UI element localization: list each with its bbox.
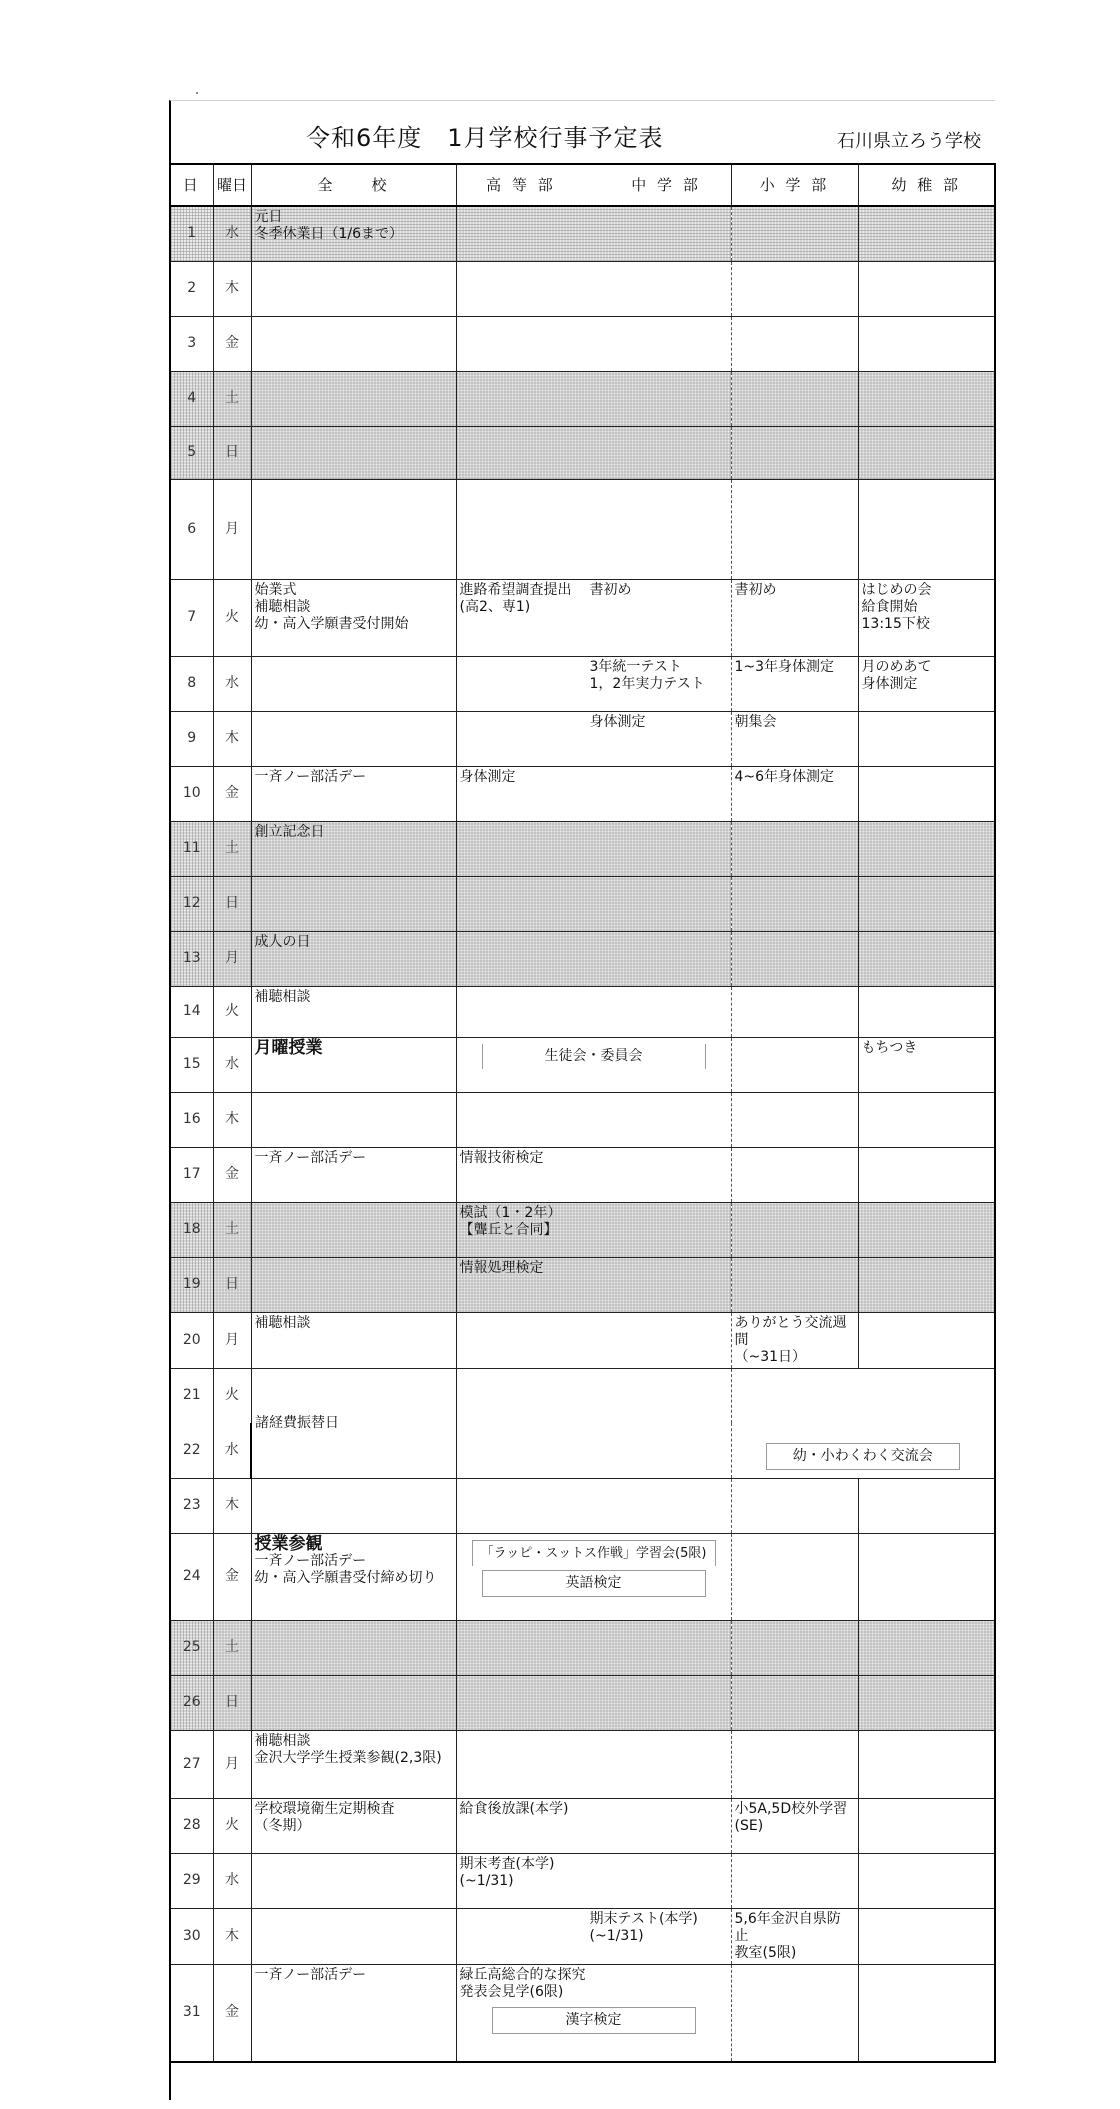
- kinder-cell: [858, 316, 995, 371]
- dow-cell: 木: [213, 711, 251, 766]
- kanji-label: 漢字検定: [492, 2007, 696, 2034]
- all-cell: [251, 1257, 456, 1312]
- kinder-cell: [858, 711, 995, 766]
- col-middle: 中 学 部: [631, 175, 701, 194]
- all-cell: [251, 316, 456, 371]
- table-row: [171, 1368, 995, 1423]
- dow-cell: 水: [213, 1037, 251, 1092]
- dow-cell: 土: [213, 1202, 251, 1257]
- day-cell: 16: [171, 1092, 213, 1147]
- col-high-middle: [456, 164, 731, 206]
- table-row: [171, 206, 995, 261]
- high-cell: [456, 261, 731, 316]
- schedule-table: [171, 163, 996, 2063]
- all-cell: [251, 656, 456, 711]
- all-cell: [251, 876, 456, 931]
- all-text: 一斉ノー部活デー 幼・高入学願書受付締め切り: [254, 1552, 437, 1586]
- day-cell: 6: [171, 479, 213, 579]
- dow-cell: 木: [213, 1908, 251, 1964]
- day-cell: 21: [182, 1387, 201, 1404]
- elem-cell: 5,6年金沢自県防止 教室(5限): [731, 1908, 858, 1964]
- high-cell: [456, 821, 731, 876]
- high-cell: [456, 1730, 731, 1798]
- page-title: 令和6年度 1月学校行事予定表: [306, 124, 664, 152]
- table-row: [171, 1478, 995, 1533]
- elem-cell: [731, 1730, 858, 1798]
- dow-cell: 土: [213, 371, 251, 426]
- day-cell: 23: [171, 1478, 213, 1533]
- dow-cell: 金: [213, 1147, 251, 1202]
- all-cell: [251, 371, 456, 426]
- dow-cell: 日: [213, 426, 251, 479]
- day-cell: 10: [171, 766, 213, 821]
- day-cell: 22: [171, 1423, 213, 1478]
- all-cell: [251, 1533, 456, 1620]
- dow-cell: 火: [213, 986, 251, 1037]
- kinder-cell: [858, 931, 995, 986]
- high-cell: [456, 1312, 731, 1368]
- kinder-cell: [858, 766, 995, 821]
- table-row: [171, 1257, 995, 1312]
- speck: [196, 92, 198, 94]
- table-row: [171, 1908, 995, 1964]
- high-cell: [456, 711, 731, 766]
- open-class-label: 授業参観: [254, 1533, 323, 1554]
- dow-cell: 土: [213, 1620, 251, 1675]
- kinder-cell: [858, 1675, 995, 1730]
- high-cell: [456, 986, 731, 1037]
- dow-cell: 日: [213, 1257, 251, 1312]
- kinder-cell: [858, 426, 995, 479]
- table-row: [171, 1964, 995, 2062]
- elem-cell: 小5A,5D校外学習 (SE): [731, 1798, 858, 1853]
- kinder-cell: [858, 1798, 995, 1853]
- all-cell: 創立記念日: [251, 821, 456, 876]
- high-cell: [456, 371, 731, 426]
- kinder-cell: [858, 1202, 995, 1257]
- elem-cell: [731, 426, 858, 479]
- high-cell: [456, 316, 731, 371]
- all-cell: 始業式 補聴相談 幼・高入学願書受付開始: [251, 579, 456, 656]
- col-dow: 曜日: [213, 164, 251, 206]
- kinder-cell: [858, 1730, 995, 1798]
- day-cell: 11: [171, 821, 213, 876]
- table-row: [171, 931, 995, 986]
- all-cell: 一斉ノー部活デー: [251, 1147, 456, 1202]
- table-row: [171, 1730, 995, 1798]
- all-cell: [251, 261, 456, 316]
- col-day: 日: [171, 164, 213, 206]
- dow-cell: 日: [213, 876, 251, 931]
- exchange-event: 幼・小わくわく交流会: [766, 1443, 960, 1470]
- table-row: [171, 316, 995, 371]
- high-cell: [456, 1620, 731, 1675]
- all-cell: [251, 1092, 456, 1147]
- middle-text: 書初め: [589, 581, 632, 598]
- table-row: [171, 371, 995, 426]
- title-row: [171, 101, 995, 161]
- eiken-label: 英語検定: [482, 1570, 706, 1597]
- col-elem: 小 学 部: [731, 164, 858, 206]
- table-row: [171, 711, 995, 766]
- kinder-cell: [858, 479, 995, 579]
- elem-cell: [731, 316, 858, 371]
- day-cell: 19: [171, 1257, 213, 1312]
- dow-cell: 金: [213, 1533, 251, 1620]
- elem-cell: [731, 1257, 858, 1312]
- all-cell: [251, 1908, 456, 1964]
- day-cell: 8: [171, 656, 213, 711]
- day-cell: 3: [171, 316, 213, 371]
- day-cell: 14: [171, 986, 213, 1037]
- kinder-cell: [858, 1312, 995, 1368]
- kinder-cell: [858, 1533, 995, 1620]
- col-all: 全 校: [251, 164, 456, 206]
- high-cell: [456, 1533, 731, 1620]
- dow-cell: 月: [213, 931, 251, 986]
- kinder-cell: [858, 1092, 995, 1147]
- day-cell: 30: [171, 1908, 213, 1964]
- high-cell: [456, 206, 731, 261]
- council-label: 生徒会・委員会: [482, 1044, 706, 1069]
- high-cell: 給食後放課(本学): [456, 1798, 731, 1853]
- day-cell: 13: [171, 931, 213, 986]
- all-cell: [251, 1202, 456, 1257]
- high-cell: [456, 1908, 731, 1964]
- kinder-cell: はじめの会 給食開始 13:15下校: [858, 579, 995, 656]
- all-cell: 月曜授業: [251, 1037, 456, 1092]
- schedule-sheet: [169, 100, 995, 2100]
- all-cell: [251, 1620, 456, 1675]
- high-cell: [456, 426, 731, 479]
- table-row: [171, 1853, 995, 1908]
- all-cell: 一斉ノー部活デー: [251, 766, 456, 821]
- dow-cell: 水: [213, 206, 251, 261]
- high-cell: [456, 1092, 731, 1147]
- dow-cell: 木: [213, 1092, 251, 1147]
- header-row: [171, 164, 995, 206]
- table-row: [171, 821, 995, 876]
- elem-cell: [731, 371, 858, 426]
- table-row: [171, 1533, 995, 1620]
- day-cell: 4: [171, 371, 213, 426]
- all-cell: 補聴相談: [251, 1312, 456, 1368]
- elem-cell: [731, 1092, 858, 1147]
- dow-cell: 月: [213, 1312, 251, 1368]
- table-row: [171, 1092, 995, 1147]
- day-cell: 28: [171, 1798, 213, 1853]
- elem-cell: [731, 876, 858, 931]
- kinder-cell: 月のめあて 身体測定: [858, 656, 995, 711]
- table-row: [171, 479, 995, 579]
- elem-cell: [731, 931, 858, 986]
- high-cell: [456, 479, 731, 579]
- table-row: [171, 1675, 995, 1730]
- col-high: 高 等 部: [486, 175, 556, 194]
- elem-cell: 朝集会: [731, 711, 858, 766]
- table-row: [171, 261, 995, 316]
- table-row: [171, 1620, 995, 1675]
- elem-cell: [731, 1853, 858, 1908]
- table-row: [171, 876, 995, 931]
- day-cell: 31: [171, 1964, 213, 2062]
- day-cell: 18: [171, 1202, 213, 1257]
- all-cell: 元日 冬季休業日（1/6まで）: [251, 206, 456, 261]
- high-cell: 情報処理検定: [456, 1257, 731, 1312]
- all-cell: 成人の日: [251, 931, 456, 986]
- dow-cell: 木: [213, 261, 251, 316]
- elem-cell: [731, 206, 858, 261]
- dow-cell: 火: [213, 579, 251, 656]
- table-row: [171, 656, 995, 711]
- dow-cell: 月: [213, 1730, 251, 1798]
- high-cell: 模試（1・2年） 【聾丘と合同】: [456, 1202, 731, 1257]
- school-name: 石川県立ろう学校: [837, 131, 981, 152]
- high-cell: [456, 579, 731, 656]
- table-row: [171, 1202, 995, 1257]
- high-cell: 情報技術検定: [456, 1147, 731, 1202]
- day-cell: 7: [171, 579, 213, 656]
- day-cell: 17: [171, 1147, 213, 1202]
- kinder-cell: [858, 1853, 995, 1908]
- high-cell: [456, 876, 731, 931]
- kinder-cell: [858, 1620, 995, 1675]
- elem-cell: [731, 1964, 858, 2062]
- kinder-cell: [858, 876, 995, 931]
- all-cell: [251, 1853, 456, 1908]
- elem-kinder-cell: [731, 1368, 995, 1478]
- elem-cell: [731, 1533, 858, 1620]
- elem-cell: ありがとう交流週間 （~31日）: [731, 1312, 858, 1368]
- table-row: [171, 986, 995, 1037]
- dow-cell: 金: [213, 766, 251, 821]
- all-cell: [251, 479, 456, 579]
- high-cell: [456, 656, 731, 711]
- dow-cell: 水: [213, 1423, 251, 1478]
- workshop-label: 「ラッピ・スットス作戦」学習会(5限): [472, 1540, 716, 1566]
- kinder-cell: [858, 206, 995, 261]
- day-cell: 2: [171, 261, 213, 316]
- table-row: [171, 1147, 995, 1202]
- day-cell: 26: [171, 1675, 213, 1730]
- dow-cell: 土: [213, 821, 251, 876]
- elem-cell: 4~6年身体測定: [731, 766, 858, 821]
- day-cell: 24: [171, 1533, 213, 1620]
- kinder-cell: [858, 1908, 995, 1964]
- all-cell: 一斉ノー部活デー: [251, 1964, 456, 2062]
- elem-cell: [731, 821, 858, 876]
- elem-cell: 書初め: [731, 579, 858, 656]
- dow-cell: 月: [213, 479, 251, 579]
- elem-cell: 1~3年身体測定: [731, 656, 858, 711]
- day-cell: 1: [171, 206, 213, 261]
- middle-text: 3年統一テスト 1，2年実力テスト: [589, 658, 705, 692]
- dow-cell: 火: [213, 1798, 251, 1853]
- day-cell: 25: [171, 1620, 213, 1675]
- high-cell: [456, 1037, 731, 1092]
- kinder-cell: [858, 261, 995, 316]
- table-row: [171, 1037, 995, 1092]
- high-cell: 期末考査(本学) (~1/31): [456, 1853, 731, 1908]
- day-cell: 9: [171, 711, 213, 766]
- dow-cell: 水: [213, 1853, 251, 1908]
- dow-cell: 木: [213, 1478, 251, 1533]
- all-cell: [251, 1675, 456, 1730]
- kinder-cell: [858, 821, 995, 876]
- high-cell: [456, 1675, 731, 1730]
- dow-cell: 金: [213, 1964, 251, 2062]
- elem-cell: [731, 986, 858, 1037]
- day-cell: 15: [171, 1037, 213, 1092]
- all-cell: [251, 711, 456, 766]
- all-cell: 諸経費振替日: [251, 1368, 456, 1478]
- table-row: [171, 426, 995, 479]
- kinder-cell: [858, 1147, 995, 1202]
- elem-cell: [731, 1202, 858, 1257]
- kinder-cell: [858, 371, 995, 426]
- high-cell: 身体測定: [456, 766, 731, 821]
- all-cell: [251, 1478, 456, 1533]
- kinder-cell: [858, 986, 995, 1037]
- kinder-cell: [858, 1257, 995, 1312]
- dow-cell: 日: [213, 1675, 251, 1730]
- all-cell: 補聴相談 金沢大学学生授業参観(2,3限): [251, 1730, 456, 1798]
- elem-cell: [731, 1675, 858, 1730]
- elem-cell: [731, 1147, 858, 1202]
- day-cell: 5: [171, 426, 213, 479]
- table-row: [171, 766, 995, 821]
- high-cell: [456, 931, 731, 986]
- high-text: 進路希望調査提出 (高2、専1): [459, 581, 572, 615]
- table-row: [171, 1798, 995, 1853]
- high-cell: [456, 1368, 731, 1478]
- all-cell: [251, 426, 456, 479]
- high-cell: [456, 1478, 731, 1533]
- dow-cell: 火: [213, 1368, 251, 1423]
- day-cell: 27: [171, 1730, 213, 1798]
- table-row: [171, 579, 995, 656]
- elem-cell: [731, 479, 858, 579]
- day-cell: 20: [171, 1312, 213, 1368]
- middle-text: 期末テスト(本学) (~1/31): [589, 1910, 698, 1944]
- day-cell: 29: [171, 1853, 213, 1908]
- all-cell: 補聴相談: [251, 986, 456, 1037]
- elem-cell: [731, 1037, 858, 1092]
- kinder-cell: [858, 1964, 995, 2062]
- high-text: 緑丘高総合的な探究 発表会見学(6限): [459, 1966, 586, 2000]
- kinder-cell: [858, 1478, 995, 1533]
- day-cell: 12: [171, 876, 213, 931]
- high-cell: [456, 1964, 731, 2062]
- kinder-cell: もちつき: [858, 1037, 995, 1092]
- elem-cell: [731, 1620, 858, 1675]
- elem-cell: [731, 1478, 858, 1533]
- col-kinder: 幼 稚 部: [858, 164, 995, 206]
- dow-cell: 水: [213, 656, 251, 711]
- middle-text: 身体測定: [589, 713, 646, 730]
- dow-cell: 金: [213, 316, 251, 371]
- table-row: [171, 1312, 995, 1368]
- all-cell: 学校環境衛生定期検査 （冬期）: [251, 1798, 456, 1853]
- elem-cell: [731, 261, 858, 316]
